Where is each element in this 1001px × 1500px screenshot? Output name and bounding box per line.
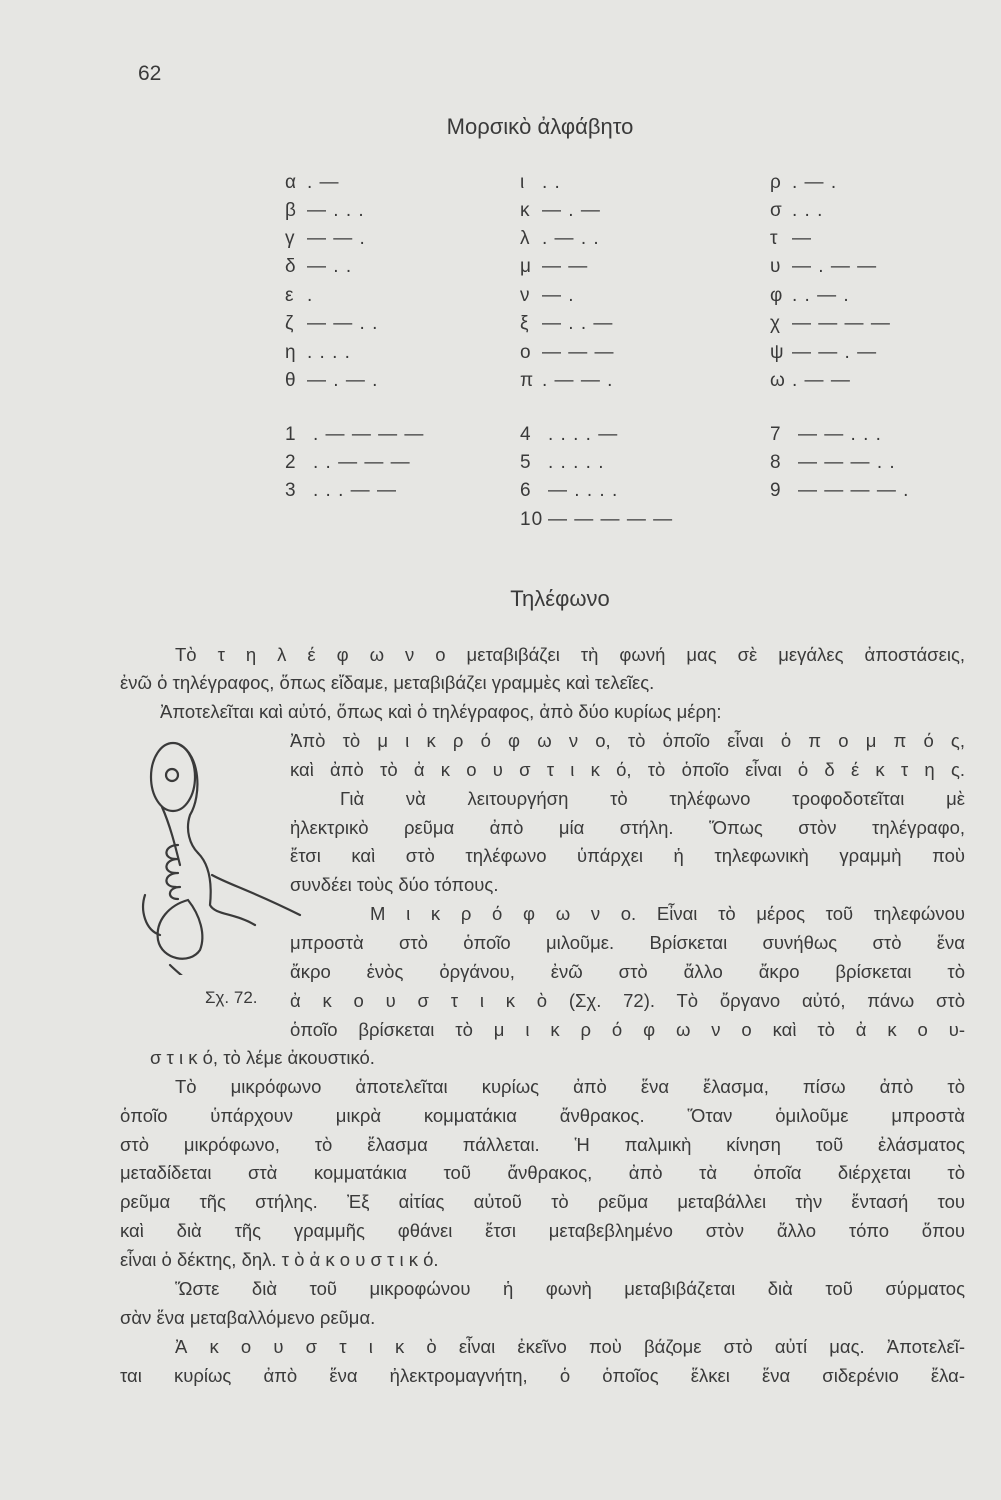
text-line: συνδέει τοὺς δύο τόπους. <box>290 874 499 895</box>
morse-symbol: ω <box>770 370 786 391</box>
morse-entry <box>520 452 605 474</box>
morse-symbol: 2 <box>285 452 297 473</box>
morse-code: — — . . <box>307 313 379 334</box>
morse-entry <box>770 256 877 278</box>
morse-code: . — . . <box>542 228 600 249</box>
morse-code: . . . . — <box>548 424 619 445</box>
morse-symbol: λ <box>520 228 531 249</box>
morse-symbol: 4 <box>520 424 532 445</box>
morse-entry <box>520 509 673 531</box>
text-line: σ τ ι κ ό, τὸ λέμε ἀκουστικό. <box>150 1047 375 1068</box>
section-title: Τηλέφωνο <box>510 586 610 611</box>
morse-symbol: 10 <box>520 509 544 530</box>
morse-entry <box>285 480 397 502</box>
text-line: ὁποῖο βρίσκεται τὸ μ ι κ ρ ό φ ω ν ο καὶ τὸ ἀ κ ο υ- <box>290 1019 965 1040</box>
morse-code: — — — . . <box>798 452 896 473</box>
text-line: Μ ι κ ρ ό φ ω ν ο. Εἶναι τὸ μέρος τοῦ τηλεφώνου <box>370 903 965 924</box>
morse-symbol: η <box>285 342 297 363</box>
text-line: εἶναι ὁ δέκτης, δηλ. τ ὸ ἀ κ ο υ σ τ ι κ ό. <box>120 1249 439 1270</box>
morse-entry <box>520 342 615 364</box>
morse-entry <box>285 285 313 307</box>
text-line: Τὸ τ η λ έ φ ω ν ο μεταβιβάζει τὴ φωνή μας σὲ μεγάλες ἀποστάσεις, <box>175 644 965 665</box>
text-line: Γιὰ νὰ λειτουργήση τὸ τηλέφωνο τροφοδοτεῖται μὲ <box>340 788 965 809</box>
morse-symbol: 3 <box>285 480 297 501</box>
figure-caption: Σχ. 72. <box>205 988 258 1007</box>
morse-symbol: β <box>285 200 297 221</box>
morse-entry <box>285 228 366 250</box>
morse-code: — . — <box>542 200 601 221</box>
text-line: Ἀ κ ο υ σ τ ι κ ὸ εἶναι ἐκεῖνο ποὺ βάζομε στὸ αὐτί μας. Ἀποτελεῖ- <box>175 1336 965 1357</box>
morse-code: — — . — <box>792 342 878 363</box>
morse-entry <box>520 285 575 307</box>
morse-entry <box>285 452 411 474</box>
morse-entry <box>770 228 812 250</box>
morse-symbol: φ <box>770 285 784 306</box>
morse-symbol: σ <box>770 200 783 221</box>
morse-entry <box>770 200 823 222</box>
morse-entry <box>520 256 588 278</box>
morse-code: . . . . . <box>548 452 605 473</box>
morse-entry <box>285 342 351 364</box>
morse-code: . — — <box>792 370 851 391</box>
morse-symbol: 5 <box>520 452 532 473</box>
morse-code: — . . . . <box>548 480 619 501</box>
text-line: ἔτσι καὶ στὸ τηλέφωνο ὑπάρχει ἡ τηλεφωνικὴ γραμμὴ ποὺ <box>290 845 965 866</box>
morse-symbol: υ <box>770 256 782 277</box>
morse-symbol: ο <box>520 342 532 363</box>
morse-code: — — — — <box>792 313 891 334</box>
morse-entry <box>770 370 851 392</box>
morse-entry <box>770 452 896 474</box>
morse-code: — . — — <box>792 256 878 277</box>
text-line: ἄκρο ἑνὸς ὀργάνου, ἐνῶ στὸ ἄλλο ἄκρο βρίσκεται τὸ <box>290 961 965 982</box>
morse-code: . . <box>542 172 561 193</box>
morse-code: . — — — — <box>313 424 425 445</box>
morse-symbol: μ <box>520 256 532 277</box>
morse-entry <box>285 172 340 194</box>
morse-entry <box>285 370 378 392</box>
morse-entry <box>520 424 618 446</box>
morse-code: — . <box>542 285 575 306</box>
morse-entry <box>520 370 613 392</box>
text-line: ἐνῶ ὁ τηλέγραφος, ὅπως εἴδαμε, μεταβιβάζει γραμμὲς καὶ τελεῖες. <box>120 672 655 693</box>
morse-entry <box>770 424 882 446</box>
text-line: ἀ κ ο υ σ τ ι κ ὸ (Σχ. 72). Τὸ ὄργανο αὐτό, πάνω στὸ <box>290 990 965 1011</box>
text-line: ρεῦμα τῆς στήλης. Ἐξ αἰτίας αὐτοῦ τὸ ρεῦμα μεταβάλλει τὴν ἔντασή του <box>120 1191 965 1212</box>
text-line: ὁποῖο ὑπάρχουν μικρὰ κομματάκια ἄνθρακος. Ὅταν ὁμιλοῦμε μπροστὰ <box>120 1105 965 1126</box>
morse-code: — . — . <box>307 370 379 391</box>
morse-symbol: ξ <box>520 313 530 334</box>
morse-symbol: γ <box>285 228 296 249</box>
morse-code: — — . . . <box>798 424 882 445</box>
morse-entry <box>520 313 613 335</box>
text-line: Τὸ μικρόφωνο ἀποτελεῖται κυρίως ἀπὸ ἕνα ἔλασμα, πίσω ἀπὸ τὸ <box>175 1076 965 1097</box>
morse-symbol: 9 <box>770 480 782 501</box>
morse-code: . . — — — <box>313 452 411 473</box>
morse-symbol: π <box>520 370 535 391</box>
morse-symbol: ι <box>520 172 526 193</box>
telephone-handset-illustration <box>140 735 310 975</box>
morse-symbol: ρ <box>770 172 782 193</box>
text-line: ἠλεκτρικὸ ρεῦμα ἀπὸ μία στήλη. Ὅπως στὸν τηλέγραφο, <box>290 817 965 838</box>
morse-entry <box>770 313 891 335</box>
morse-symbol: ζ <box>285 313 295 334</box>
morse-symbol: κ <box>520 200 531 221</box>
morse-entry <box>770 342 877 364</box>
morse-symbol: 7 <box>770 424 782 445</box>
morse-code: . — — . <box>542 370 614 391</box>
morse-entry <box>770 172 837 194</box>
morse-code: — — — — . <box>798 480 910 501</box>
morse-entry <box>770 480 909 502</box>
text-line: Ἀποτελεῖται καὶ αὐτό, ὅπως καὶ ὁ τηλέγραφος, ἀπὸ δύο κυρίως μέρη: <box>160 701 722 722</box>
morse-entry <box>520 200 601 222</box>
morse-code: . — . <box>792 172 838 193</box>
morse-code: — — — — — <box>548 509 674 530</box>
text-line: ται κυρίως ἀπὸ ἕνα ἠλεκτρομαγνήτη, ὁ ὁποῖος ἕλκει ἕνα σιδερένιο ἔλα- <box>120 1365 965 1386</box>
page-number: 62 <box>138 62 162 85</box>
morse-code: — . . <box>307 256 353 277</box>
text-line: μπροστὰ στὸ ὁποῖο μιλοῦμε. Βρίσκεται συνήθως στὸ ἕνα <box>290 932 965 953</box>
text-line: στὸ μικρόφωνο, τὸ ἔλασμα πάλλεται. Ἡ παλμικὴ κίνηση τοῦ ἐλάσματος <box>120 1134 965 1155</box>
morse-symbol: ν <box>520 285 531 306</box>
morse-code: . <box>307 285 314 306</box>
text-line: Ἀπὸ τὸ μ ι κ ρ ό φ ω ν ο, τὸ ὁποῖο εἶναι ὁ π ο μ π ό ς, <box>290 730 965 751</box>
morse-symbol: τ <box>770 228 779 249</box>
morse-code: — <box>792 228 812 249</box>
morse-code: . . . <box>792 200 824 221</box>
morse-symbol: ε <box>285 285 295 306</box>
morse-code: — . . — <box>542 313 614 334</box>
morse-symbol: α <box>285 172 297 193</box>
morse-code: — — — <box>542 342 615 363</box>
text-line: Ὥστε διὰ τοῦ μικροφώνου ἡ φωνὴ μεταβιβάζεται διὰ τοῦ σύρματος <box>175 1278 965 1299</box>
morse-entry <box>285 313 378 335</box>
text-line: καὶ διὰ τῆς γραμμῆς φθάνει ἔτσι μεταβεβλημένο στὸν ἄλλο τόπο ὅπου <box>120 1220 965 1241</box>
morse-symbol: θ <box>285 370 297 391</box>
morse-entry <box>285 256 352 278</box>
morse-code: . — <box>307 172 340 193</box>
morse-code: . . . — — <box>313 480 397 501</box>
morse-code: — — <box>542 256 589 277</box>
morse-symbol: 6 <box>520 480 532 501</box>
morse-entry <box>770 285 850 307</box>
morse-code: . . — . <box>792 285 850 306</box>
morse-entry <box>520 480 618 502</box>
morse-entry <box>285 424 424 446</box>
morse-title: Μορσικὸ ἀλφάβητο <box>446 114 634 139</box>
text-line: σὰν ἕνα μεταβαλλόμενο ρεῦμα. <box>120 1307 376 1328</box>
morse-entry <box>520 228 600 250</box>
morse-code: . . . . <box>307 342 351 363</box>
morse-symbol: δ <box>285 256 297 277</box>
morse-entry <box>520 172 561 194</box>
morse-symbol: χ <box>770 313 781 334</box>
morse-entry <box>285 200 365 222</box>
morse-symbol: 8 <box>770 452 782 473</box>
morse-symbol: ψ <box>770 342 785 363</box>
text-line: μεταδίδεται στὰ κομματάκια τοῦ ἄνθρακος, ἀπὸ τὰ ὁποῖα διέρχεται τὸ <box>120 1162 965 1183</box>
morse-code: — . . . <box>307 200 365 221</box>
morse-symbol: 1 <box>285 424 297 445</box>
text-line: καὶ ἀπὸ τὸ ἀ κ ο υ σ τ ι κ ό, τὸ ὁποῖο εἶναι ὁ δ έ κ τ η ς. <box>290 759 965 780</box>
morse-code: — — . <box>307 228 366 249</box>
